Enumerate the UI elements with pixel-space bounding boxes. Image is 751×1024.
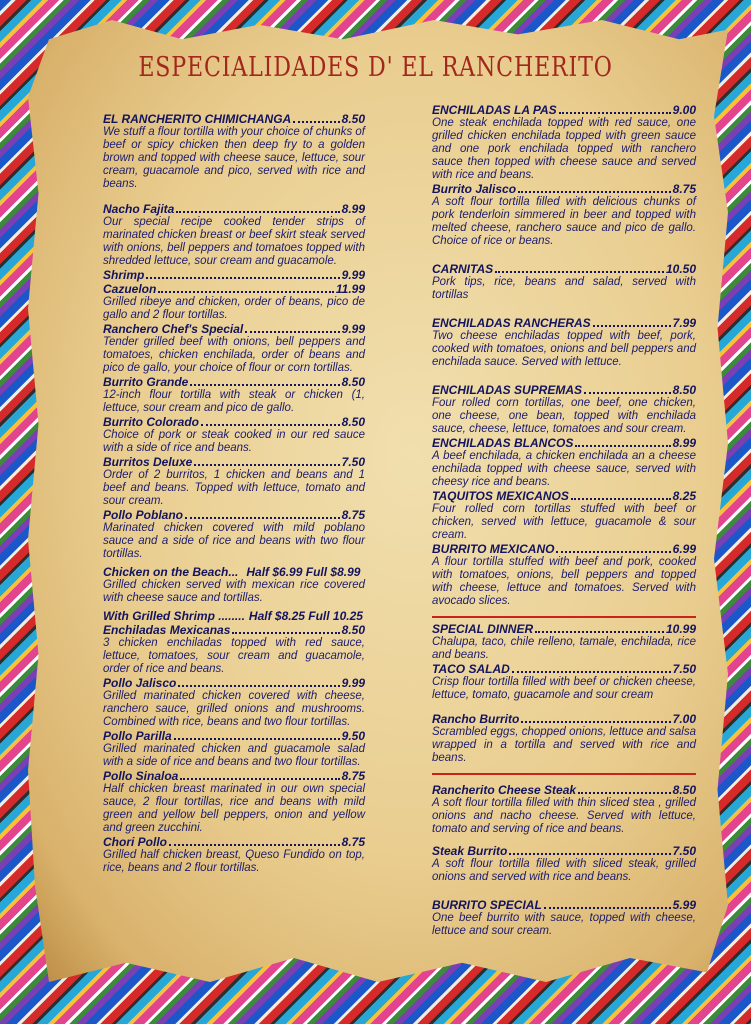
item-price: 7.50 — [672, 844, 696, 858]
menu-item — [432, 436, 696, 489]
leader-dots — [584, 392, 671, 394]
item-price: 8.75 — [341, 769, 365, 783]
item-description: Choice of pork or steak cooked in our red sauce with a side of rice and beans. — [103, 429, 365, 454]
item-name: Steak Burrito — [432, 844, 508, 858]
menu-item — [432, 542, 696, 608]
item-description: One steak enchilada topped with red sauce, one grilled chicken enchilada topped with green sauce and one pork enchilada topped with ranchero sauce then topped with cheese sauce and served with rice and beans. — [432, 117, 696, 181]
menu-item — [432, 712, 696, 765]
leader-dots — [169, 844, 340, 846]
item-name: Burrito Grande — [103, 375, 189, 389]
leader-dots — [556, 551, 670, 553]
menu-item — [432, 262, 696, 302]
menu-item — [432, 898, 696, 938]
item-price: 9.99 — [341, 268, 365, 282]
leader-dots — [180, 778, 339, 780]
item-price: 8.50 — [341, 415, 365, 429]
item-price: 9.00 — [672, 103, 696, 117]
item-price: 8.50 — [672, 383, 696, 397]
menu-item — [103, 835, 365, 875]
leader-dots — [571, 498, 671, 500]
leader-dots — [232, 632, 339, 634]
item-description: Grilled half chicken breast, Queso Fundido on top, rice, beans and 2 flour tortillas. — [103, 849, 365, 874]
leader-dots — [194, 464, 339, 466]
item-name: ENCHILADAS RANCHERAS — [432, 316, 591, 330]
section-divider — [432, 773, 696, 775]
leader-dots — [578, 792, 671, 794]
item-name: Ranchero Chef's Special — [103, 322, 244, 336]
item-price: 10.99 — [665, 622, 696, 636]
item-price: 7.50 — [672, 662, 696, 676]
item-name: SPECIAL DINNER — [432, 622, 534, 636]
menu-item — [103, 268, 365, 282]
item-price: 8.99 — [341, 202, 365, 216]
item-price: 8.50 — [341, 623, 365, 637]
menu-column-right — [432, 103, 696, 938]
item-name: TACO SALAD — [432, 662, 510, 676]
menu-item — [103, 508, 365, 561]
item-price: 7.00 — [672, 712, 696, 726]
item-description: Two cheese enchiladas topped with beef, pork, cooked with tomatoes, onions and bell peppers and enchilada sauce. Served with lettuce. — [432, 330, 696, 368]
item-price: 7.99 — [672, 316, 696, 330]
leader-dots — [158, 291, 334, 293]
item-description: Our special recipe cooked tender strips of marinated chicken breast or beef skirt steak served with onions, bell peppers and tomatoes topped with shredded lettuce, sour cream and guacamole. — [103, 216, 365, 267]
item-price: 11.99 — [335, 282, 365, 296]
leader-dots — [178, 685, 339, 687]
item-description: A flour tortilla stuffed with beef and pork, cooked with tomatoes, onions, bell peppers and topped with cheese, lettuce and tomatoes. Served with avocado slices. — [432, 556, 696, 607]
item-description: Chalupa, taco, chile relleno, tamale, enchilada, rice and beans. — [432, 636, 696, 661]
leader-dots — [495, 271, 664, 273]
item-name: Burritos Deluxe — [103, 455, 193, 469]
item-description: Four rolled corn tortillas stuffed with beef or chicken, served with lettuce, guacamole & sour cream. — [432, 503, 696, 541]
item-price: 5.99 — [672, 898, 696, 912]
item-name: EL RANCHERITO CHIMICHANGA — [103, 112, 292, 126]
item-name: Rancho Burrito — [432, 712, 520, 726]
item-price: 9.99 — [341, 676, 365, 690]
menu-item — [103, 375, 365, 415]
leader-dots — [518, 191, 671, 193]
item-name: Enchiladas Mexicanas — [103, 623, 231, 637]
item-name: Burrito Colorado — [103, 415, 199, 429]
item-description: Grilled chicken served with mexican rice covered with cheese sauce and tortillas. — [103, 579, 365, 604]
item-price: Half $6.99 Full $8.99 — [246, 565, 361, 579]
menu-item — [432, 182, 696, 248]
item-description: A beef enchilada, a chicken enchilada an a cheese enchilada topped with cheese sauce, served with cheesy rice and beans. — [432, 450, 696, 488]
menu-item — [103, 609, 365, 623]
menu-item — [432, 383, 696, 436]
item-price: 8.75 — [341, 508, 365, 522]
item-name: Nacho Fajita — [103, 202, 175, 216]
menu-item — [103, 322, 365, 375]
item-name: With Grilled Shrimp ........ — [103, 609, 245, 623]
menu-item — [103, 112, 365, 191]
menu-item — [103, 769, 365, 835]
item-description: Tender grilled beef with onions, bell peppers and tomatoes, chicken enchilada, order of beans and pico de gallo, your choice of flour or corn tortillas. — [103, 336, 365, 374]
item-price: 6.99 — [672, 542, 696, 556]
leader-dots — [174, 738, 340, 740]
menu-item — [103, 623, 365, 676]
item-description: One beef burrito with sauce, topped with cheese, lettuce and sour cream. — [432, 912, 696, 937]
item-description: Grilled marinated chicken covered with cheese, ranchero sauce, grilled onions and mushrooms. Combined with rice, beans and two flour tortillas. — [103, 690, 365, 728]
leader-dots — [146, 277, 339, 279]
leader-dots — [176, 211, 339, 213]
item-price: 8.25 — [672, 489, 696, 503]
item-description: A soft flour tortilla filled with thin sliced stea , grilled onions and nacho cheese. Served with lettuce, tomato and serving of rice and beans. — [432, 797, 696, 835]
menu-item — [432, 489, 696, 542]
item-price: 8.50 — [341, 112, 365, 126]
leader-dots — [512, 671, 671, 673]
item-description: Order of 2 burritos, 1 chicken and beans and 1 beef and beans. Topped with lettuce, tomato and sour cream. — [103, 469, 365, 507]
item-name: Pollo Poblano — [103, 508, 183, 522]
item-name: Burrito Jalisco — [432, 182, 517, 196]
menu-item — [432, 622, 696, 662]
item-description: Crisp flour tortilla filled with beef or chicken cheese, lettuce, tomato, guacamole and sour cream — [432, 676, 696, 701]
menu-item — [103, 282, 365, 322]
menu-item — [103, 676, 365, 729]
item-price: 8.75 — [672, 182, 696, 196]
item-name: ENCHILADAS SUPREMAS — [432, 383, 583, 397]
item-name: Shrimp — [103, 268, 145, 282]
leader-dots — [559, 112, 671, 114]
item-name: Pollo Parilla — [103, 729, 172, 743]
item-description: Pork tips, rice, beans and salad, served with tortillas — [432, 276, 696, 301]
item-name: Pollo Jalisco — [103, 676, 177, 690]
menu-item — [103, 729, 365, 769]
item-description: Marinated chicken covered with mild poblano sauce and a side of rice and beans with two flour tortillas. — [103, 522, 365, 560]
item-price: 9.99 — [341, 322, 365, 336]
item-name: BURRITO MEXICANO — [432, 542, 555, 556]
item-name: ENCHILADAS LA PAS — [432, 103, 557, 117]
leader-dots — [509, 853, 670, 855]
item-price: Half $8.25 Full 10.25 — [248, 609, 363, 623]
item-description: Four rolled corn tortillas, one beef, one chicken, one cheese, one bean, topped with enchilada sauce, cheese, lettuce, tomatoes and sour cream. — [432, 397, 696, 435]
item-price: 7.50 — [341, 455, 365, 469]
item-name: ENCHILADAS BLANCOS — [432, 436, 574, 450]
leader-dots — [293, 121, 339, 123]
leader-dots — [185, 517, 340, 519]
menu-item — [103, 202, 365, 268]
menu-item — [432, 316, 696, 369]
leader-dots — [535, 631, 664, 633]
item-price: 8.50 — [341, 375, 365, 389]
item-description: 3 chicken enchiladas topped with red sauce, lettuce, tomatoes, sour cream and guacamole, order of rice and beans. — [103, 637, 365, 675]
menu-item — [432, 844, 696, 884]
item-description: We stuff a flour tortilla with your choice of chunks of beef or spicy chicken then deep fry to a golden brown and topped with cheese sauce, lettuce, sour cream, guacamole and pico, served with rice and beans. — [103, 126, 365, 190]
menu-item — [432, 662, 696, 702]
item-price: 10.50 — [665, 262, 696, 276]
leader-dots — [593, 325, 671, 327]
leader-dots — [190, 384, 339, 386]
menu-column-left — [103, 112, 365, 875]
leader-dots — [201, 424, 340, 426]
item-name: Rancherito Cheese Steak — [432, 783, 577, 797]
item-price: 8.99 — [672, 436, 696, 450]
item-name: TAQUITOS MEXICANOS — [432, 489, 569, 503]
item-name: Chori Pollo — [103, 835, 167, 849]
menu-item — [103, 415, 365, 455]
page-title: ESPECIALIDADES D' EL RANCHERITO — [138, 52, 613, 83]
menu-item — [432, 783, 696, 836]
menu-item — [432, 103, 696, 182]
menu-item — [103, 455, 365, 508]
item-name: Chicken on the Beach... — [103, 565, 239, 579]
item-name: CARNITAS — [432, 262, 494, 276]
section-divider — [432, 616, 696, 618]
menu-item — [103, 565, 365, 605]
item-name: Pollo Sinaloa — [103, 769, 179, 783]
item-description: Half chicken breast marinated in our own special sauce, 2 flour tortillas, rice and beans with mild green and yellow bell peppers, onion and yellow and green zucchini. — [103, 783, 365, 834]
item-description: Scrambled eggs, chopped onions, lettuce and salsa wrapped in a tortilla and served with rice and beans. — [432, 726, 696, 764]
item-name: BURRITO SPECIAL — [432, 898, 542, 912]
item-name: Cazuelon — [103, 282, 157, 296]
item-description: A soft flour tortilla filled with delicious chunks of pork tenderloin simmered in beer and topped with melted cheese, ranchero sauce and pico de gallo. Choice of rice or beans. — [432, 196, 696, 247]
item-price: 8.75 — [341, 835, 365, 849]
item-description: Grilled marinated chicken and guacamole salad with a side of rice and beans and two flour tortillas. — [103, 743, 365, 768]
leader-dots — [521, 721, 670, 723]
item-description: 12-inch flour tortilla with steak or chicken (1, lettuce, sour cream and pico de gallo. — [103, 389, 365, 414]
item-price: 8.50 — [672, 783, 696, 797]
item-description: Grilled ribeye and chicken, order of beans, pico de gallo and 2 flour tortillas. — [103, 296, 365, 321]
item-description: A soft flour tortilla filled with sliced steak, grilled onions and served with rice and beans. — [432, 858, 696, 883]
item-price: 9.50 — [341, 729, 365, 743]
leader-dots — [245, 331, 339, 333]
leader-dots — [544, 907, 671, 909]
leader-dots — [575, 445, 670, 447]
